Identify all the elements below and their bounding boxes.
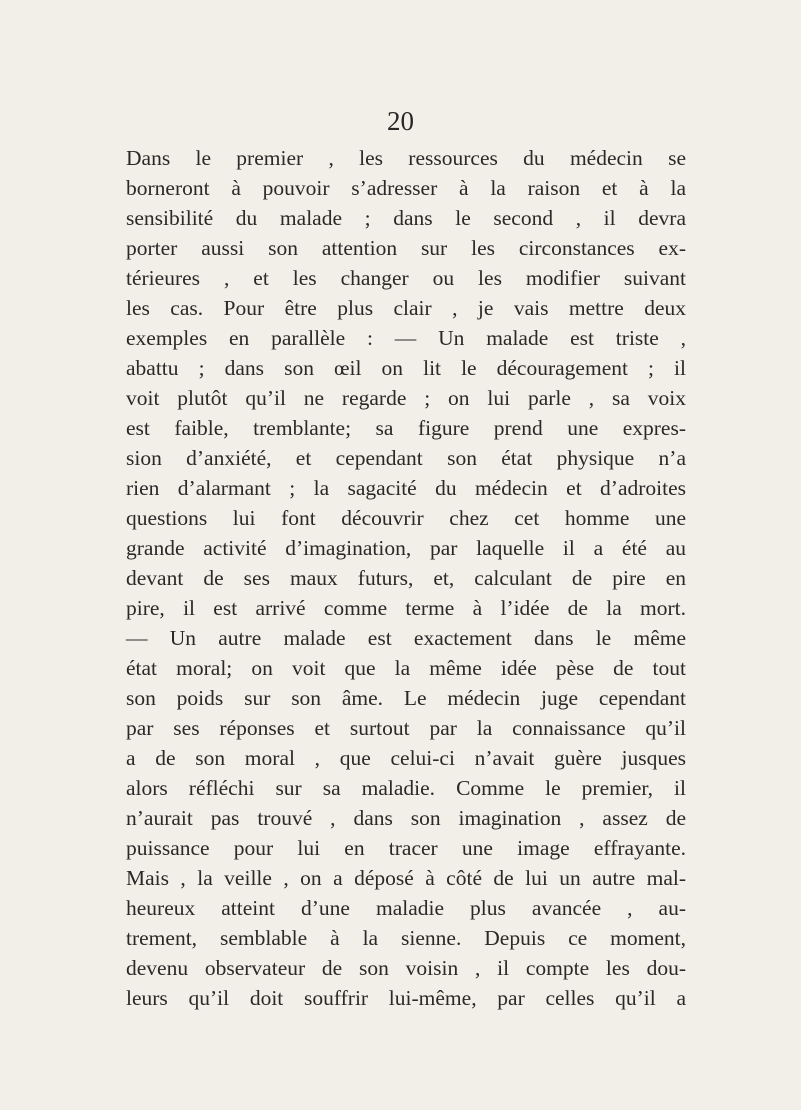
text-line: son poids sur son âme. Le médecin juge cependant	[126, 686, 686, 710]
text-line: est faible, tremblante; sa figure prend une expres-	[126, 416, 686, 440]
text-line: a de son moral , que celui-ci n’avait guère jusques	[126, 746, 686, 770]
text-line: abattu ; dans son œil on lit le découragement ; il	[126, 356, 686, 380]
text-line: porter aussi son attention sur les circonstances ex-	[126, 236, 686, 260]
text-line: puissance pour lui en tracer une image effrayante.	[126, 836, 686, 860]
text-line: trement, semblable à la sienne. Depuis ce moment,	[126, 926, 686, 950]
text-line: les cas. Pour être plus clair , je vais mettre deux	[126, 296, 686, 320]
text-line: alors réfléchi sur sa maladie. Comme le premier, il	[126, 776, 686, 800]
page-number: 20	[387, 106, 414, 136]
text-line: Mais , la veille , on a déposé à côté de lui un autre mal-	[126, 866, 686, 890]
text-line: sion d’anxiété, et cependant son état physique n’a	[126, 446, 686, 470]
text-line: questions lui font découvrir chez cet homme une	[126, 506, 686, 530]
text-line: borneront à pouvoir s’adresser à la raison et à la	[126, 176, 686, 200]
text-line: sensibilité du malade ; dans le second , il devra	[126, 206, 686, 230]
text-line: heureux atteint d’une maladie plus avancée , au-	[126, 896, 686, 920]
body-text	[126, 143, 686, 1013]
text-line: pire, il est arrivé comme terme à l’idée de la mort.	[126, 596, 686, 620]
text-line: térieures , et les changer ou les modifier suivant	[126, 266, 686, 290]
text-line: devenu observateur de son voisin , il compte les dou-	[126, 956, 686, 980]
text-line: rien d’alarmant ; la sagacité du médecin et d’adroites	[126, 476, 686, 500]
text-line: leurs qu’il doit souffrir lui-même, par celles qu’il a	[126, 986, 686, 1010]
text-line: voit plutôt qu’il ne regarde ; on lui parle , sa voix	[126, 386, 686, 410]
text-line: — Un autre malade est exactement dans le même	[126, 626, 686, 650]
text-line: exemples en parallèle : — Un malade est triste ,	[126, 326, 686, 350]
text-line: état moral; on voit que la même idée pèse de tout	[126, 656, 686, 680]
text-line: Dans le premier , les ressources du médecin se	[126, 146, 686, 170]
text-line: par ses réponses et surtout par la connaissance qu’il	[126, 716, 686, 740]
text-line: grande activité d’imagination, par laquelle il a été au	[126, 536, 686, 560]
text-line: n’aurait pas trouvé , dans son imagination , assez de	[126, 806, 686, 830]
text-line: devant de ses maux futurs, et, calculant de pire en	[126, 566, 686, 590]
